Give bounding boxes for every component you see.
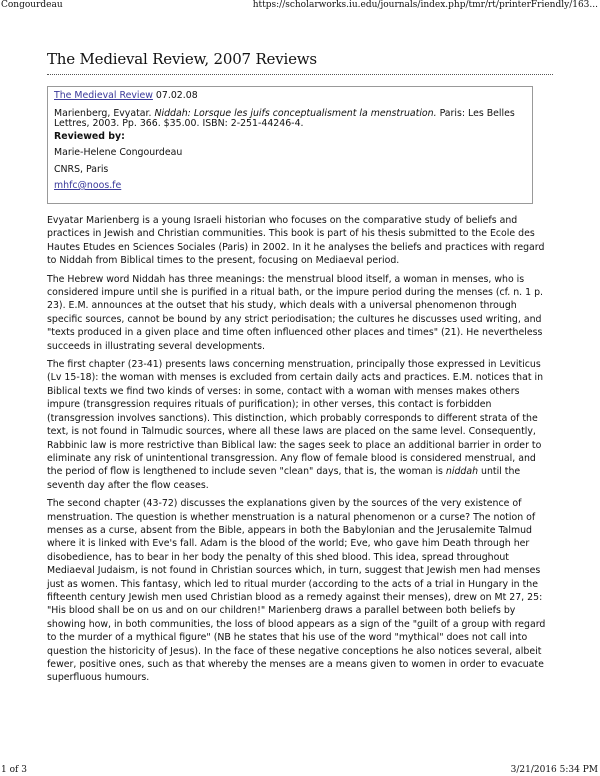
print-footer	[0, 764, 600, 776]
paragraph-4: The second chapter (43-72) discusses the explanations given by the sources of the very existence of menstruation. The question is whether menstruation is a natural phenomenon or a curse? The notion of menses as a curse, absent from the Bible, appears in both the Babylonian and the Jerusalemite Talmud where it is linked with Eve's fall. Adam is the blood of the world; Eve, who gave him Death through her disobedience, has to bear in her body the penalty of this shed blood. This idea, spread throughout Mediaeval Judaism, is not found in Christian sources which, in turn, suggest that Jewish men had menses just as women. This fantasy, which led to ritual murder (according to the acts of a trial in Hungary in the fifteenth century Jewish men used Christian blood as a remedy against their menses), drew on Mt 27, 25: "His blood shall be on us and on our children!" Marienberg draws a parallel between both beliefs by showing how, in both communities, the loss of blood appears as a sign of the "guilt of a group with regard to the murder of a mythical figure" (NB he states that his use of the word "mythical" does not call into question the historicity of Jesus). In the face of these negative conceptions he also notices several, albeit fewer, positive ones, such as that whereby the menses are a means given to women in order to evacuate superfluous humours.	[47, 498, 546, 684]
reviewer-email-line	[54, 181, 526, 192]
reviewer-name: Marie-Helene Congourdeau	[54, 147, 183, 158]
niddah-term: niddah	[445, 466, 479, 478]
title-divider	[47, 74, 553, 75]
reviewer-email-link[interactable]: mhfc@noos.fe	[54, 180, 122, 191]
citation-box	[47, 86, 533, 204]
journal-link[interactable]: The Medieval Review	[54, 90, 153, 101]
journal-line	[54, 91, 526, 102]
reviewed-by-label: Reviewed by:	[54, 130, 125, 142]
page-title: The Medieval Review, 2007 Reviews	[47, 50, 317, 68]
issue-date: 07.02.08	[155, 90, 198, 101]
paragraph-2: The Hebrew word Niddah has three meanings: the menstrual blood itself, a woman in menses, who is considered impure until she is purified in a ritual bath, or the impure period during the menses (cf. n. 1 p. 23). E.M. announces at the outset that his study, which deals with a universal phenomenon through specific sources, cannot be bound by any strict periodisation; the cultures he discusses used writing, and "texts produced in a given place and time often influenced other places and times" (21). He nevertheless succeeds in illustrating several developments.	[47, 273, 544, 352]
print-header	[0, 0, 600, 12]
paragraph-3-text-b: until the seventh day after the flow ceases.	[47, 466, 521, 491]
header-url: https://scholarworks.iu.edu/journals/index.php/tmr/rt/printerFriendly/163...	[252, 0, 598, 10]
book-title: Niddah: Lorsque les juifs conceptualisment la menstruation.	[154, 107, 437, 119]
print-timestamp: 3/21/2016 5:34 PM	[510, 765, 598, 775]
citation-text	[54, 109, 526, 130]
paragraph-1: Evyatar Marienberg is a young Israeli historian who focuses on the comparative study of beliefs and practices in Jewish and Christian communities. This book is part of his thesis submitted to the Ecole des Hautes Etudes en Sciences Sociales (Paris) in 2002. In it he analyses the beliefs and practices with regard to Niddah from Biblical times to the present, focusing on Mediaeval period.	[47, 215, 545, 267]
header-author: Congourdeau	[1, 0, 63, 10]
publication-info: Paris: Les Belles Lettres, 2003. Pp. 366. $35.00. ISBN: 2-251-44246-4.	[54, 107, 515, 129]
page-count: 1 of 3	[1, 765, 27, 775]
paragraph-3-text-a: The first chapter (23-41) presents laws concerning menstruation, principally those expressed in Leviticus (Lv 15-18): the woman with menses is excluded from certain daily acts and practices. E.M. notices that in Biblical texts we find two kinds of verses: in some, contact with a woman with menses makes others impure (transgression requires rituals of purification); in other verses, this contact is forbidden (transgression involves sanctions). This distinction, which probably corresponds to different strata of the text, is not found in Talmudic sources, where all these laws are placed on the same level. Consequently, Rabbinic law is more restrictive than Biblical law: the sages seek to place an additional barrier in order to eliminate any risk of unintentional transgression. Any flow of female blood is considered menstrual, and the period of flow is lengthened to include seven "clean" days, that is, the woman is	[47, 359, 544, 478]
review-body	[47, 214, 553, 690]
book-author: Marienberg, Evyatar.	[54, 107, 152, 119]
reviewer-affiliation: CNRS, Paris	[54, 163, 109, 175]
paragraph-3	[47, 358, 553, 492]
